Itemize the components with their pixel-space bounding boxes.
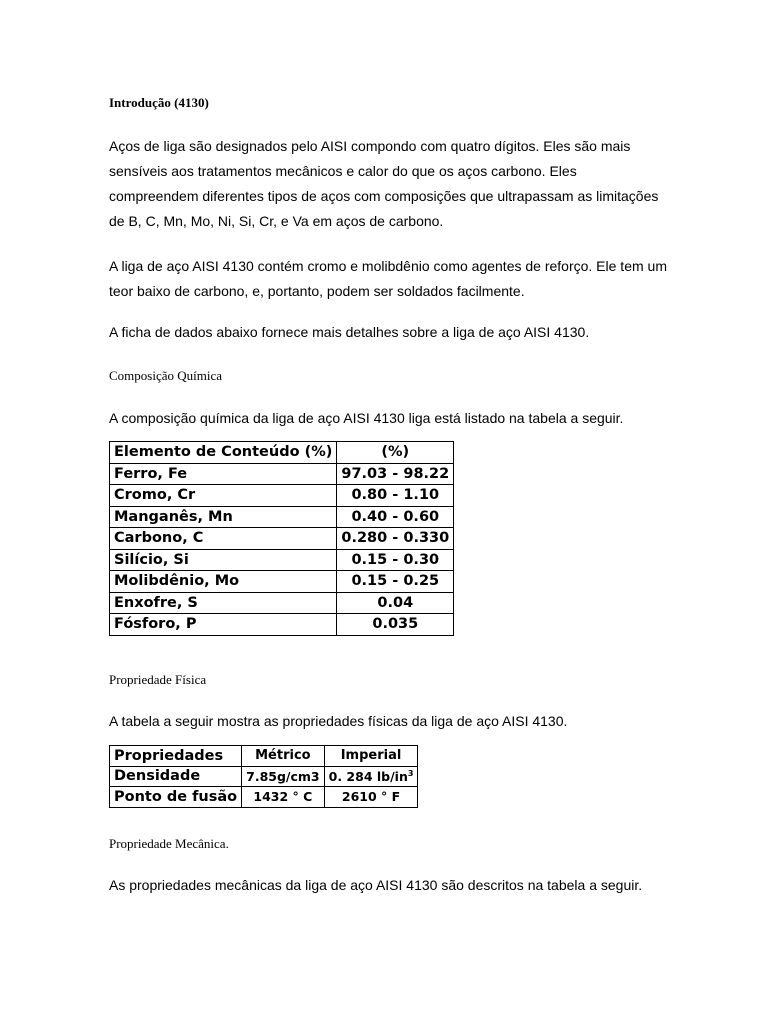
intro-heading: Introdução (4130) bbox=[109, 95, 209, 110]
percent-cell: 0.035 bbox=[337, 614, 454, 636]
imperial-cell bbox=[324, 766, 418, 787]
physical-properties-table bbox=[109, 745, 418, 808]
imperial-value: 0. 284 lb/in bbox=[328, 768, 408, 784]
table-row bbox=[110, 592, 454, 614]
intro-paragraph-1: Aços de liga são designados pelo AISI compondo com quatro dígitos. Eles são mais sensíveis aos tratamentos mecânicos e calor do que os aços carbono. Eles compreendem diferentes tipos de aços com composições que ultrapassam as limitações de B, C, Mn, Mo, Ni, Si, Cr, e Va em aços de carbono. bbox=[109, 138, 659, 229]
element-cell: Cromo, Cr bbox=[110, 485, 337, 507]
mechanical-heading: Propriedade Mecânica. bbox=[109, 836, 229, 851]
element-cell: Molibdênio, Mo bbox=[110, 571, 337, 593]
imperial-cell: 2610 ° F bbox=[324, 787, 418, 808]
chemical-composition-table bbox=[109, 441, 454, 636]
table-row bbox=[110, 571, 454, 593]
metric-cell: 1432 ° C bbox=[242, 787, 325, 808]
mechanical-intro: As propriedades mecânicas da liga de aço AISI 4130 são descritos na tabela a seguir. bbox=[109, 877, 643, 893]
chemical-intro: A composição química da liga de aço AISI 4130 liga está listado na tabela a seguir. bbox=[109, 410, 624, 426]
percent-cell: 0.280 - 0.330 bbox=[337, 528, 454, 550]
table-row bbox=[110, 614, 454, 636]
table-header-cell: Propriedades bbox=[110, 746, 242, 767]
percent-cell: 0.15 - 0.30 bbox=[337, 549, 454, 571]
table-header-cell: Métrico bbox=[242, 746, 325, 767]
table-row bbox=[110, 787, 418, 808]
physical-heading: Propriedade Física bbox=[109, 672, 207, 687]
element-cell: Carbono, C bbox=[110, 528, 337, 550]
percent-cell: 0.80 - 1.10 bbox=[337, 485, 454, 507]
table-row bbox=[110, 766, 418, 787]
table-row bbox=[110, 528, 454, 550]
metric-cell: 7.85g/cm3 bbox=[242, 766, 325, 787]
table-row bbox=[110, 463, 454, 485]
chemical-heading: Composição Química bbox=[109, 368, 223, 383]
percent-cell: 97.03 - 98.22 bbox=[337, 463, 454, 485]
property-cell: Densidade bbox=[110, 766, 242, 787]
intro-paragraph-2: A liga de aço AISI 4130 contém cromo e molibdênio como agentes de reforço. Ele tem um teor baixo de carbono, e, portanto, podem ser soldados facilmente. bbox=[109, 258, 667, 299]
element-cell: Fósforo, P bbox=[110, 614, 337, 636]
table-header-cell: Elemento de Conteúdo (%) bbox=[110, 442, 337, 464]
table-header-row bbox=[110, 442, 454, 464]
table-row bbox=[110, 549, 454, 571]
percent-cell: 0.15 - 0.25 bbox=[337, 571, 454, 593]
exponent: 3 bbox=[407, 768, 414, 778]
element-cell: Ferro, Fe bbox=[110, 463, 337, 485]
physical-intro: A tabela a seguir mostra as propriedades físicas da liga de aço AISI 4130. bbox=[109, 713, 568, 729]
table-header-cell: Imperial bbox=[324, 746, 418, 767]
property-cell: Ponto de fusão bbox=[110, 787, 242, 808]
intro-paragraph-3: A ficha de dados abaixo fornece mais detalhes sobre a liga de aço AISI 4130. bbox=[109, 324, 590, 340]
element-cell: Enxofre, S bbox=[110, 592, 337, 614]
table-header-cell: (%) bbox=[337, 442, 454, 464]
element-cell: Manganês, Mn bbox=[110, 506, 337, 528]
percent-cell: 0.04 bbox=[337, 592, 454, 614]
table-row bbox=[110, 506, 454, 528]
table-row bbox=[110, 485, 454, 507]
percent-cell: 0.40 - 0.60 bbox=[337, 506, 454, 528]
element-cell: Silício, Si bbox=[110, 549, 337, 571]
table-header-row bbox=[110, 746, 418, 767]
